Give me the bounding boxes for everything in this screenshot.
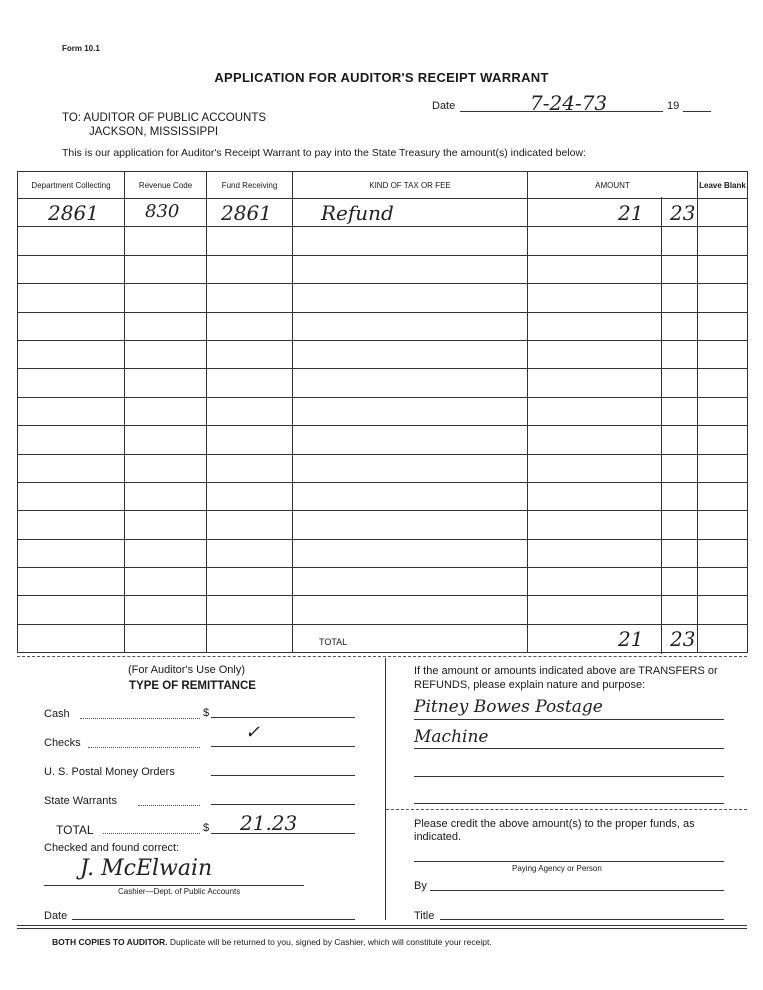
warrants-label: State Warrants — [44, 795, 117, 807]
checks-label: Checks — [44, 737, 81, 749]
table-row[interactable] — [18, 284, 748, 312]
explain-text: If the amount or amounts indicated above are TRANSFERS or REFUNDS, please explain nature and purpose: — [414, 665, 718, 691]
col-leave-blank: Leave Blank — [698, 172, 748, 199]
table-row[interactable] — [18, 511, 748, 539]
checked-label: Checked and found correct: — [44, 842, 180, 854]
form-title: APPLICATION FOR AUDITOR'S RECEIPT WARRANT — [214, 70, 549, 85]
warrants-field[interactable] — [211, 804, 355, 805]
title-label: Title — [414, 910, 435, 922]
entry-fund[interactable]: 2861 — [221, 201, 272, 225]
section-divider — [385, 658, 386, 920]
cash-dollar-sign: $ — [203, 707, 210, 719]
explain-line-3[interactable] — [414, 776, 724, 777]
table-row[interactable] — [18, 596, 748, 624]
entries-table — [17, 171, 748, 653]
by-label: By — [414, 880, 427, 892]
remittance-total-label: TOTAL — [56, 823, 94, 837]
entry-department[interactable]: 2861 — [48, 201, 99, 225]
checks-mark: ✓ — [245, 722, 261, 743]
total-label: TOTAL — [319, 636, 348, 647]
total-dollars[interactable]: 21 — [618, 626, 644, 651]
postal-field[interactable] — [211, 775, 355, 776]
explain-line-1[interactable]: Pitney Bowes Postage — [414, 697, 603, 717]
cashier-caption: Cashier—Dept. of Public Accounts — [118, 887, 241, 896]
left-date-field[interactable] — [72, 919, 355, 920]
table-row[interactable] — [18, 397, 748, 425]
form-number: Form 10.1 — [62, 44, 100, 53]
to-line-1: TO: AUDITOR OF PUBLIC ACCOUNTS — [62, 112, 267, 124]
table-row[interactable] — [18, 568, 748, 596]
explain-line-2[interactable]: Machine — [414, 727, 489, 747]
table-row[interactable] — [18, 369, 748, 397]
entry-revenue[interactable]: 830 — [145, 201, 180, 222]
table-row[interactable] — [18, 340, 748, 368]
postal-label: U. S. Postal Money Orders — [44, 766, 175, 778]
cents-divider — [661, 197, 662, 654]
explain-line-4[interactable] — [414, 803, 724, 804]
checks-field[interactable] — [211, 746, 355, 747]
table-row[interactable] — [18, 312, 748, 340]
remittance-total-value[interactable]: 21.23 — [240, 811, 298, 835]
col-fund: Fund Receiving — [207, 172, 293, 199]
cash-field[interactable] — [211, 717, 355, 718]
total-dollar-sign: $ — [203, 822, 210, 834]
date-value[interactable]: 7-24-73 — [530, 91, 608, 115]
table-row[interactable] — [18, 454, 748, 482]
table-row[interactable] — [18, 255, 748, 283]
year-prefix: 19 — [667, 100, 680, 112]
paying-agency-caption: Paying Agency or Person — [512, 864, 602, 873]
auditor-use-label: (For Auditor's Use Only) — [128, 664, 246, 676]
credit-text: Please credit the above amount(s) to the proper funds, as indicated. — [414, 818, 695, 843]
cash-label: Cash — [44, 708, 70, 720]
left-date-label: Date — [44, 910, 68, 922]
footer-bold: BOTH COPIES TO AUDITOR. — [52, 937, 168, 947]
col-revenue: Revenue Code — [125, 172, 207, 199]
to-line-2: JACKSON, MISSISSIPPI — [89, 126, 219, 138]
col-amount: AMOUNT — [528, 172, 698, 199]
entry-cents[interactable]: 23 — [670, 201, 696, 225]
total-cents[interactable]: 23 — [670, 626, 696, 651]
footer-note — [52, 937, 492, 947]
paying-agency-field[interactable] — [414, 861, 724, 862]
remittance-title: TYPE OF REMITTANCE — [129, 680, 256, 692]
table-row[interactable] — [18, 539, 748, 567]
intro-text: This is our application for Auditor's Receipt Warrant to pay into the State Treasury the amount(s) indicated below: — [62, 147, 586, 159]
col-department: Department Collecting — [18, 172, 125, 199]
entry-kind[interactable]: Refund — [321, 201, 394, 225]
table-total-row — [18, 624, 748, 652]
by-field[interactable] — [430, 890, 724, 891]
entry-dollars[interactable]: 21 — [618, 201, 644, 225]
table-row[interactable] — [18, 199, 748, 227]
title-field[interactable] — [440, 919, 724, 920]
table-row[interactable] — [18, 227, 748, 255]
col-kind: KIND OF TAX OR FEE — [293, 172, 528, 199]
table-row[interactable] — [18, 426, 748, 454]
cashier-signature: J. McElwain — [80, 856, 213, 881]
date-label: Date — [432, 100, 456, 112]
table-row[interactable] — [18, 482, 748, 510]
footer-text: Duplicate will be returned to you, signed by Cashier, which will constitute your receipt. — [169, 937, 492, 947]
